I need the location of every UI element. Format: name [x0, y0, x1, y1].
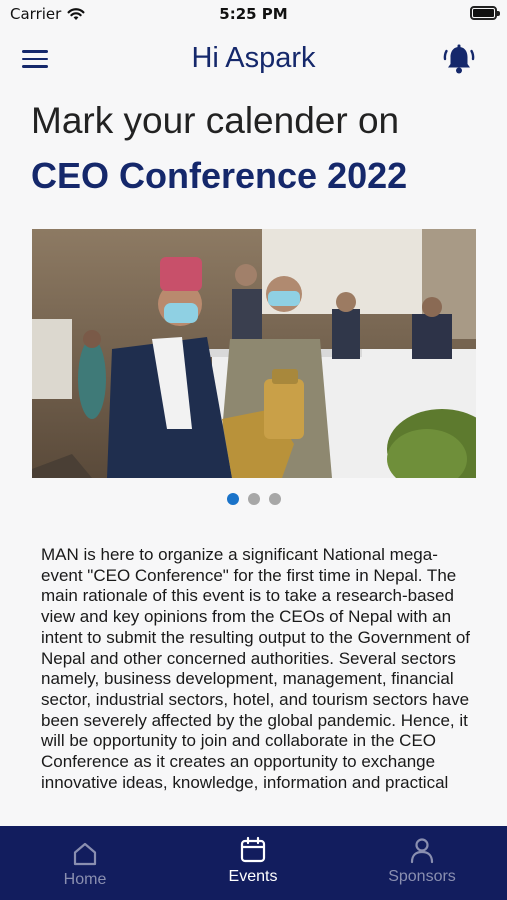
tab-sponsors[interactable]: [372, 826, 472, 900]
event-photo: [32, 229, 476, 478]
carousel-dot[interactable]: [269, 493, 281, 505]
carousel-dot[interactable]: [227, 493, 239, 505]
bottom-tab-bar: [0, 826, 507, 900]
battery-icon: [470, 6, 497, 20]
status-time: 5:25 PM: [219, 5, 288, 23]
tab-label-sponsors: Sponsors: [388, 868, 456, 885]
tab-home[interactable]: [40, 826, 130, 900]
notification-button[interactable]: [441, 42, 477, 78]
event-description: MAN is here to organize a significant National mega-event "CEO Conference" for the first time in Nepal. The main rationale of this event is to take a research-based view and key opinions from the CEOs of Nepal with an intent to submit the resulting output to the Government of Nepal and other concerned authorities. Several sectors namely, business development, management, financial sector, industrial sectors, hotel, and tourism sectors have been severely affected by the global pandemic. Hence, it will be opportunity to join and collaborate in the CEO Conference as it creates an opportunity to exchange innovative ideas, knowledge, information and practical: [41, 545, 471, 792]
home-icon: [72, 841, 98, 867]
calendar-icon: [239, 836, 267, 864]
carrier-label: Carrier: [10, 5, 62, 23]
event-photo-carousel[interactable]: [32, 229, 476, 478]
bell-icon: [441, 42, 477, 78]
tab-label-home: Home: [63, 871, 107, 888]
tab-events[interactable]: [208, 826, 298, 900]
hero-heading: Mark your calender on: [31, 100, 400, 141]
carousel-dots: [0, 493, 507, 505]
app-header: [0, 40, 507, 80]
event-title: CEO Conference 2022: [31, 155, 408, 196]
person-icon: [408, 836, 436, 864]
status-bar: [0, 0, 507, 30]
carousel-dot[interactable]: [248, 493, 260, 505]
greeting-title: Hi Aspark: [191, 42, 316, 74]
tab-label-events: Events: [228, 868, 278, 885]
